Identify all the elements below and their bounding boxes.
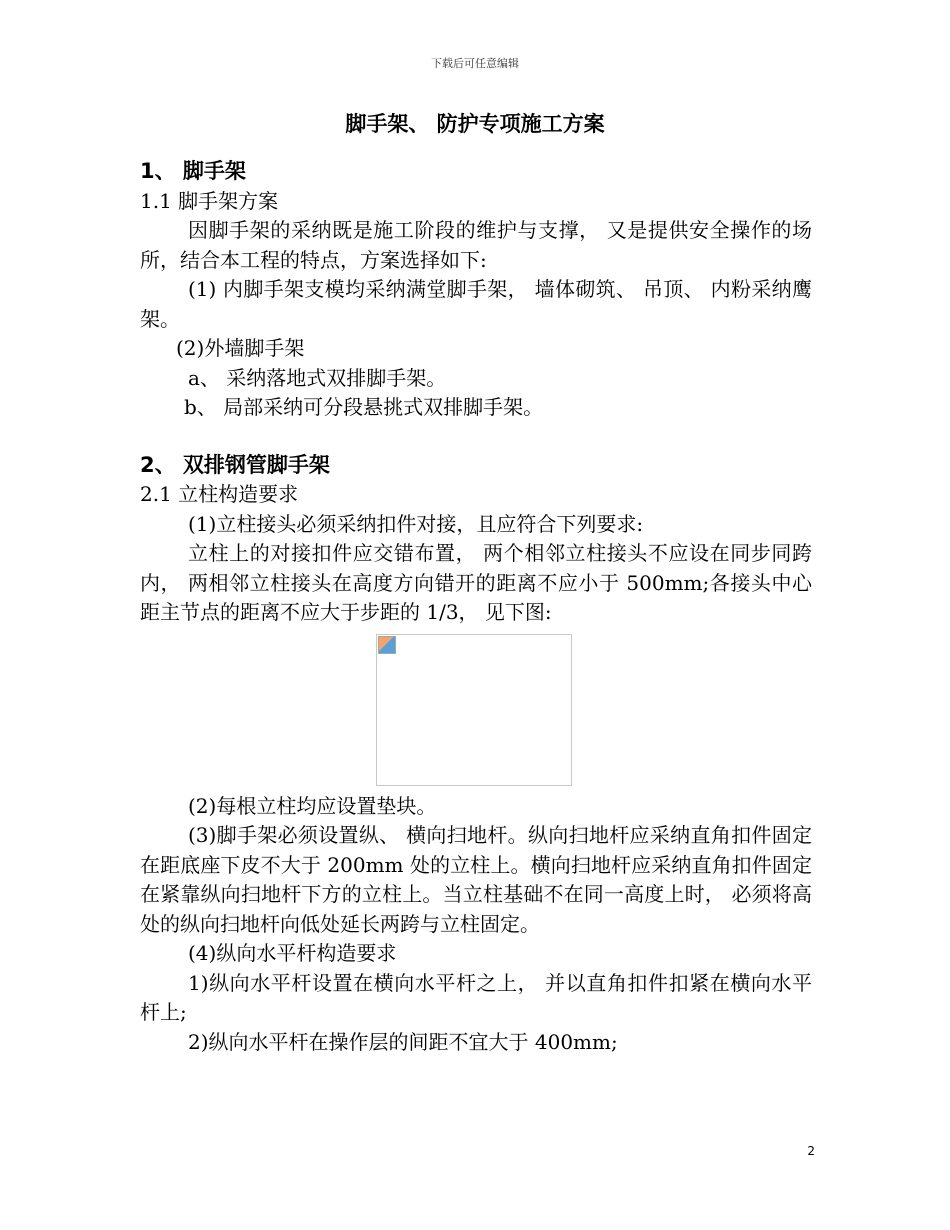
list-item: (2)每根立柱均应设置垫块。 [188,793,437,818]
list-item: a、 采纳落地式双排脚手架。 [188,365,447,390]
page-header-note: 下载后可任意编辑 [431,57,519,70]
list-item: (2)外墙脚手架 [176,336,305,360]
section-1-heading: 1、 脚手架 [140,159,246,183]
list-item: (3)脚手架必须设置纵、 横向扫地杆。纵向扫地杆应采纳直角扣件固定在距底座下皮不大于 200mm 处的立柱上。横向扫地杆应采纳直角扣件固定在紧靠纵向扫地杆下方的立柱上。当立柱基础不在同一高度上时， 必须将高处的纵向扫地杆向低处延长两跨与立柱固定。 [140,823,812,936]
document-body [140,157,812,1057]
paragraph: 因脚手架的采纳既是施工阶段的维护与支撑， 又是提供安全操作的场所，结合本工程的特点，方案选择如下: [140,218,812,272]
section-spacer [140,423,812,451]
list-item: (1)立柱接头必须采纳扣件对接，且应符合下列要求: [188,511,644,536]
subsection-2-1-heading: 2.1 立柱构造要求 [140,482,299,506]
document-title: 脚手架、 防护专项施工方案 [345,112,605,136]
figure-placeholder [376,634,572,786]
list-item: 2)纵向水平杆在操作层的间距不宜大于 400mm; [188,1029,618,1054]
subsection-1-1-heading: 1.1 脚手架方案 [140,188,279,213]
list-item: (4)纵向水平杆构造要求 [188,941,397,965]
broken-image-icon [378,636,396,654]
list-item: b、 局部采纳可分段悬挑式双排脚手架。 [184,395,544,419]
list-item: (1) 内脚手架支模均采纳满堂脚手架， 墙体砌筑、 吊顶、 内粉采纳鹰架。 [140,277,812,331]
section-2-heading: 2、 双排钢管脚手架 [140,452,330,477]
paragraph: 立柱上的对接扣件应交错布置， 两个相邻立柱接头不应设在同步同跨内， 两相邻立柱接头在高度方向错开的距离不应小于 500mm;各接头中心距主节点的距离不应大于步距的 1/3， 见下图: [140,541,812,624]
page-number: 2 [807,1144,815,1158]
list-item: 1)纵向水平杆设置在横向水平杆之上， 并以直角扣件扣紧在横向水平杆上; [140,970,812,1024]
